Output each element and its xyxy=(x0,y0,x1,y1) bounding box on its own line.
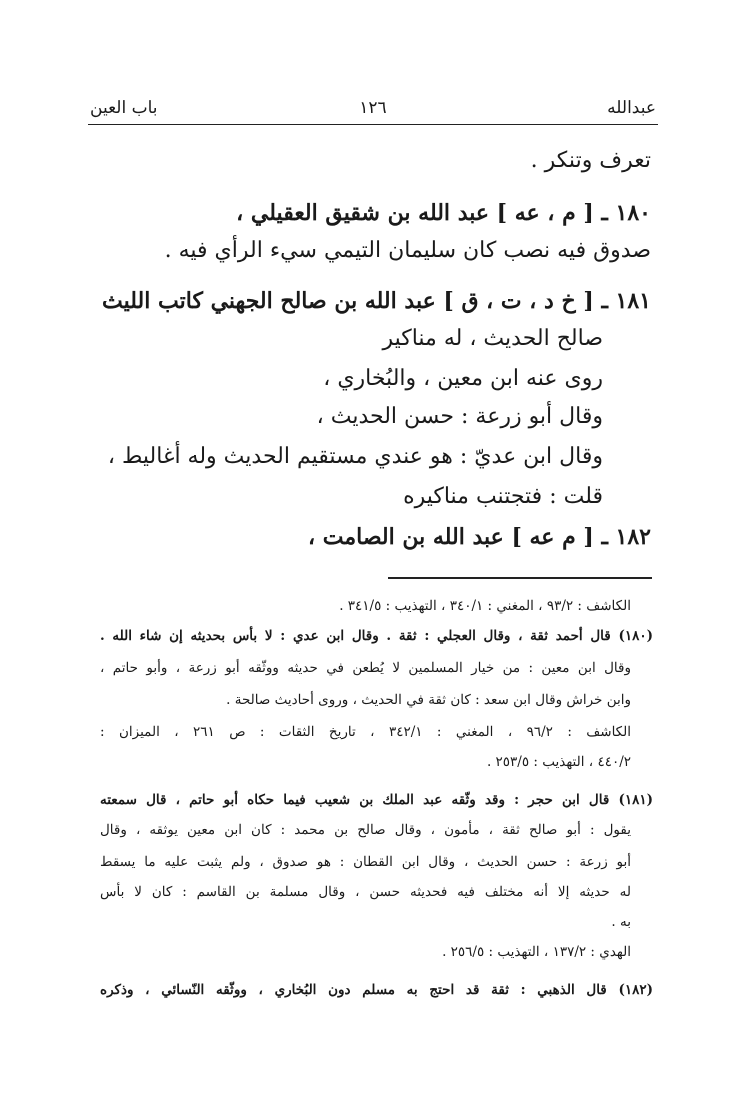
main-line: صدوق فيه نصب كان سليمان التيمي سيء الرأي فيه . xyxy=(164,238,651,263)
main-line: وقال ابن عديّ : هو عندي مستقيم الحديث وله أغاليط ، xyxy=(107,444,603,469)
footnote-line: الهدي : ١٣٧/٢ ، التهذيب : ٢٥٦/٥ . xyxy=(442,944,631,960)
entry-heading-182: ١٨٢ ـ [ م عه ] عبد الله بن الصامت ، xyxy=(307,524,651,550)
footnote-line: (١٨٢) قال الذهبي : ثقة قد احتج به مسلم دون البُخاري ، ووثّقه النّسائي ، وذكره xyxy=(100,982,653,998)
header-chapter: باب العين xyxy=(90,98,158,118)
footnote-line: الكاشف : ٩٣/٢ ، المغني : ٣٤٠/١ ، التهذيب : ٣٤١/٥ . xyxy=(339,598,631,614)
footnote-line: به . xyxy=(611,914,631,930)
entry-heading-180: ١٨٠ ـ [ م ، عه ] عبد الله بن شقيق العقيلي ، xyxy=(236,200,651,226)
running-header xyxy=(90,98,656,124)
footnote-line: الكاشف : ٩٦/٢ ، المغني : ٣٤٢/١ ، تاريخ الثقات : ص ٢٦١ ، الميزان : xyxy=(100,724,632,740)
main-line: قلت : فتجتنب مناكيره xyxy=(403,484,603,509)
footnote-line: (١٨٠) قال أحمد ثقة ، وقال العجلي : ثقة . وقال ابن عدي : لا بأس بحديثه إن شاء الله . xyxy=(100,628,653,644)
footnote-line: له حديثه إلا أنه مختلف فيه فحديثه حسن ، وقال مسلمة بن القاسم : كان لا بأس xyxy=(100,884,631,900)
main-line: صالح الحديث ، له مناكير xyxy=(382,326,603,351)
footnote-line: (١٨١) قال ابن حجر : وقد وثّقه عبد الملك بن شعيب فيما حكاه أبو حاتم ، قال سمعته xyxy=(100,792,653,808)
footnote-rule xyxy=(388,577,652,579)
page-number: ١٢٦ xyxy=(359,98,387,118)
footnote-line: وابن خراش وقال ابن سعد : كان ثقة في الحديث ، وروى أحاديث صالحة . xyxy=(226,692,631,708)
main-line: روى عنه ابن معين ، والبُخاري ، xyxy=(323,366,603,391)
main-line: وقال أبو زرعة : حسن الحديث ، xyxy=(316,404,603,429)
header-rule xyxy=(88,124,658,125)
footnote-line: ٤٤٠/٢ ، التهذيب : ٢٥٣/٥ . xyxy=(486,754,631,770)
entry-heading-181: ١٨١ ـ [ خ د ، ت ، ق ] عبد الله بن صالح الجهني كاتب الليث xyxy=(102,288,651,314)
main-line: تعرف وتنكر . xyxy=(530,148,651,173)
footnote-line: أبو زرعة : حسن الحديث ، وقال ابن القطان : هو صدوق ، ولم يثبت عليه ما يسقط xyxy=(100,854,631,870)
footnote-line: وقال ابن معين : من خيار المسلمين لا يُطعن في حديثه ووثّقه أبو زرعة ، وأبو حاتم ، xyxy=(100,660,631,676)
footnote-line: يقول : أبو صالح ثقة ، مأمون ، وقال صالح بن محمد : كان ابن معين يوثقه ، وقال xyxy=(100,822,631,838)
header-name: عبدالله xyxy=(607,98,656,118)
